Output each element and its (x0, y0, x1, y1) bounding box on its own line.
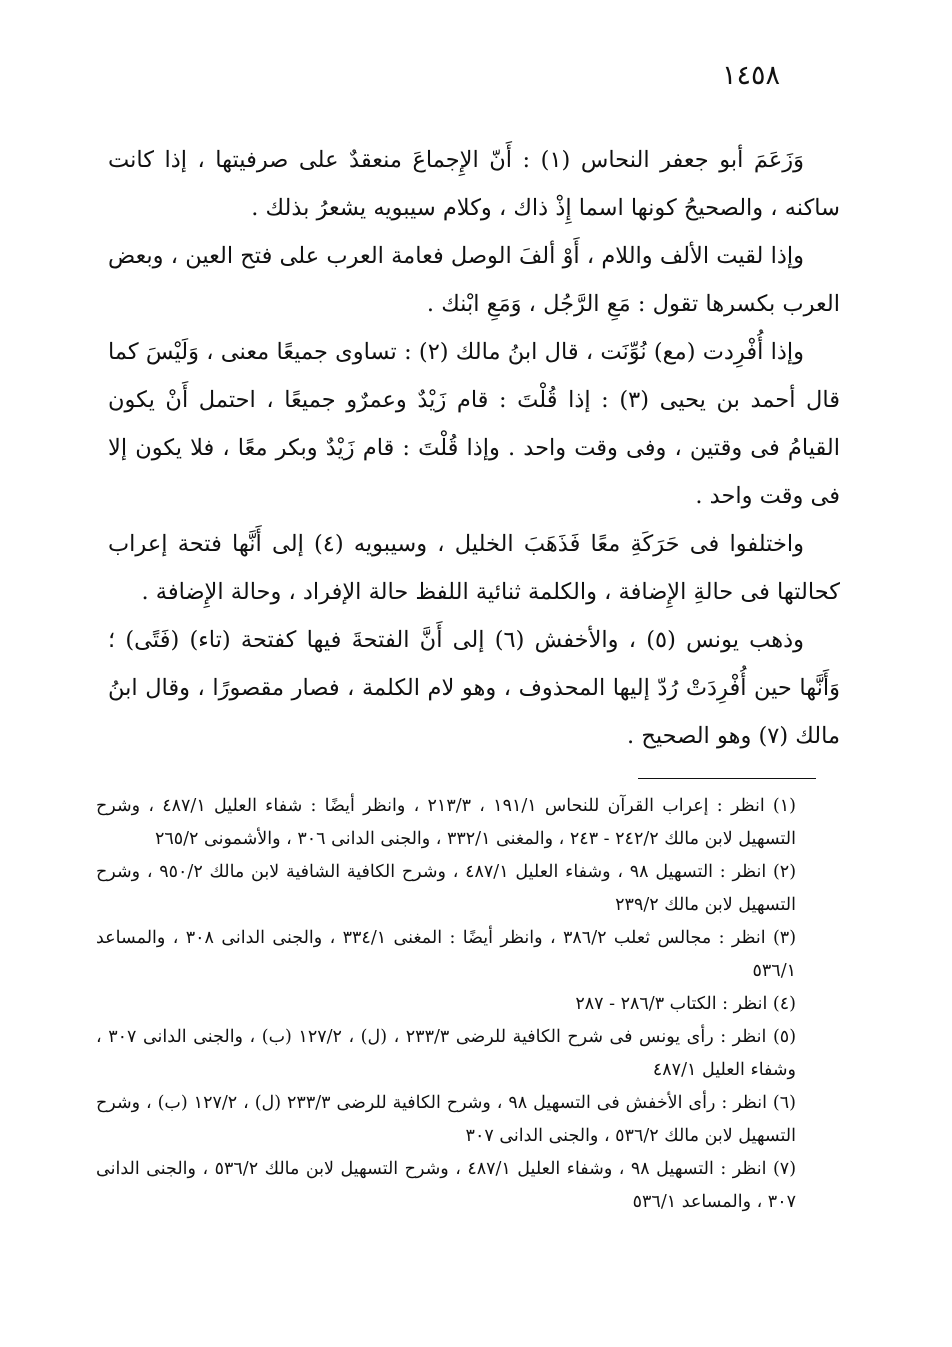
footnotes (96, 790, 818, 1219)
footnote-separator (638, 778, 816, 779)
footnote-2: (٢) انظر : التسهيل ٩٨ ، وشفاء العليل ٤٨٧/١ ، وشرح الكافية الشافية لابن مالك ٩٥٠/٢ ، وشرح التسهيل لابن مالك ٢٣٩/٢ (96, 862, 797, 915)
footnote-1: (١) انظر : إعراب القرآن للنحاس ١٩١/١ ، ٢١٣/٣ ، وانظر أيضًا : شفاء العليل ٤٨٧/١ ، وشرح التسهيل لابن مالك ٢٤٢/٢ - ٢٤٣ ، والمغنى ٣٣٢/١ ، والجنى الدانى ٣٠٦ ، والأشمونى ٢٦٥/٢ (96, 796, 796, 849)
footnote-7: (٧) انظر : التسهيل ٩٨ ، وشفاء العليل ٤٨٧/١ ، وشرح التسهيل لابن مالك ٥٣٦/٢ ، والجنى الدانى ٣٠٧ ، والمساعد ٥٣٦/١ (96, 1159, 797, 1212)
paragraph-2: وإذا لقيت الألف واللام ، أَوْ ألفَ الوصل فعامة العرب على فتح العين ، وبعض العرب بكسرها تقول : مَعِ الرَّجُل ، وَمَعِ ابْنك . (108, 243, 840, 317)
footnote-4: (٤) انظر : الكتاب ٢٨٦/٣ - ٢٨٧ (575, 994, 796, 1014)
paragraph-5: وذهب يونس (٥) ، والأخفش (٦) إلى أَنَّ الفتحةَ فيها كفتحة (تاء) (فَتًى) ؛ وَأَنَّها حين أُفْرِدَتْ رُدّ إليها المحذوف ، وهو لام الكلمة ، فصار مقصورًا ، وقال ابنُ مالك (٧) وهو الصحيح . (108, 627, 840, 749)
footnote-3: (٣) انظر : مجالس ثعلب ٣٨٦/٢ ، وانظر أيضًا : المغنى ٣٣٤/١ ، والجنى الدانى ٣٠٨ ، والمساعد ٥٣٦/١ (96, 928, 797, 981)
footnote-6: (٦) انظر : رأى الأخفش فى التسهيل ٩٨ ، وشرح الكافية للرضى ٢٣٣/٣ (ل) ، ١٢٧/٢ (ب) ، وشرح التسهيل لابن مالك ٥٣٦/٢ ، والجنى الدانى ٣٠٧ (96, 1093, 796, 1146)
paragraph-1: وَزَعَمَ أبو جعفر النحاس (١) : أَنّ الإِجماعَ منعقدٌ على صرفيتها ، إذا كانت ساكنه ، والصحيحُ كونها اسما إِذْ ذاك ، وكلام سيبويه يشعرُ بذلك . (108, 147, 840, 221)
page-number: ١٤٥٨ (721, 60, 780, 91)
paragraph-3: وإذا أُفْرِدت (مع) نُوِّنَت ، قال ابنُ مالك (٢) : تساوى جميعًا معنى ، وَلَيْسَ كما قال أحمد بن يحيى (٣) : إذا قُلْتَ : قام زَيْدٌ وعمرٌو جميعًا ، احتمل أَنْ يكون القيامُ فى وقتين ، وفى وقت واحد . وإذا قُلْتَ : قام زَيْدٌ وبكر معًا ، فلا يكون إلا فى وقت واحد . (108, 339, 840, 509)
footnote-5: (٥) انظر : رأى يونس فى شرح الكافية للرضى ٢٣٣/٣ ، (ل) ، ١٢٧/٢ (ب) ، والجنى الدانى ٣٠٧ ، وشفاء العليل ٤٨٧/١ (96, 1027, 797, 1080)
paragraph-4: واختلفوا فى حَرَكَةِ معًا فَذَهَبَ الخليل ، وسيبويه (٤) إلى أَنَّها فتحة إعراب كحالتها فى حالةِ الإِضافة ، والكلمة ثنائية اللفظ حالة الإفراد ، وحالة الإِضافة . (108, 531, 840, 605)
main-text (108, 136, 840, 760)
